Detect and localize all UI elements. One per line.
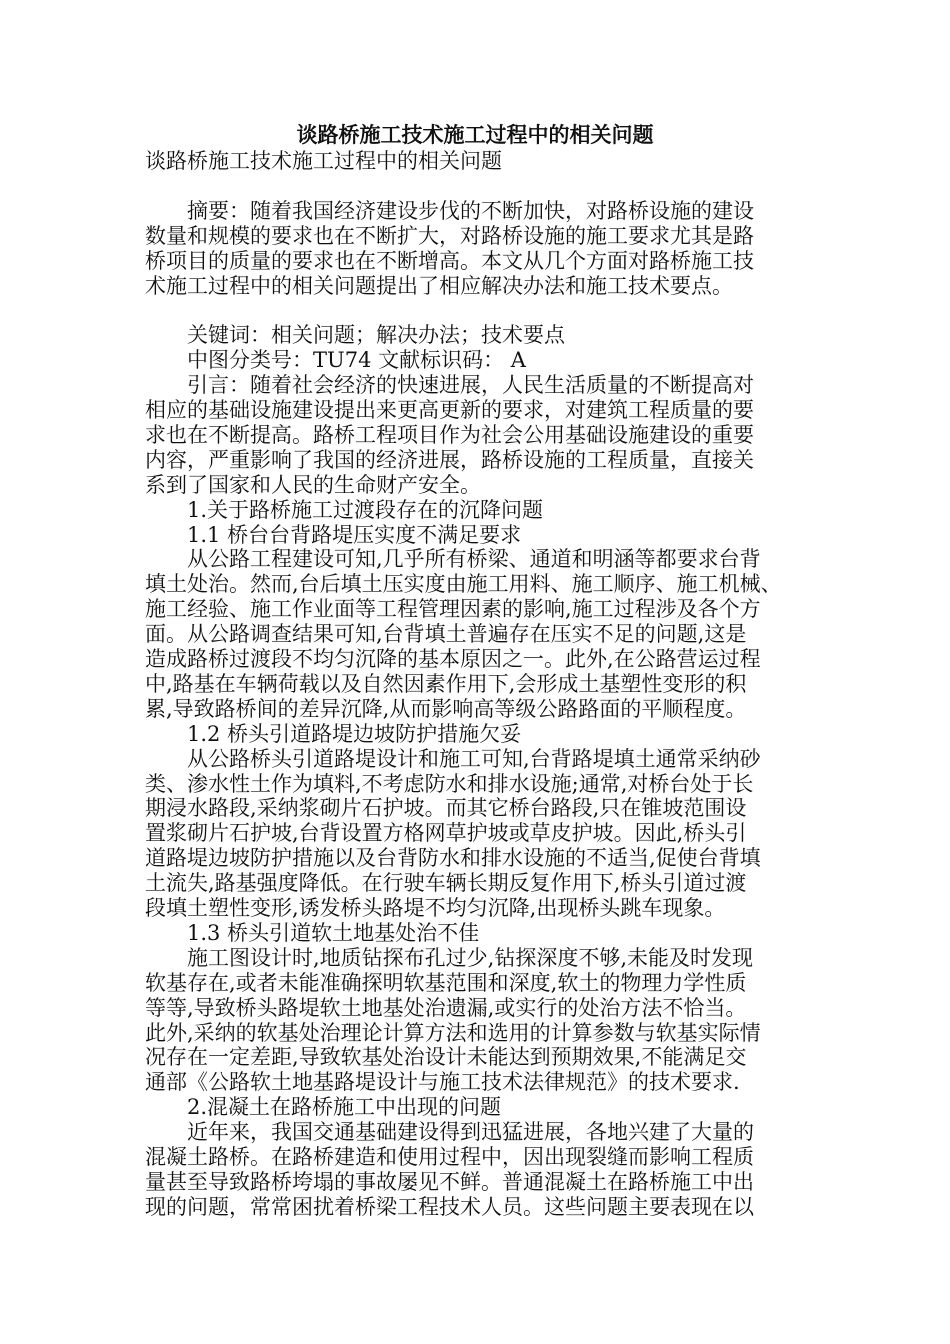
paragraph-line: 求也在不断提高。路桥工程项目作为社会公用基础设施建设的重要 <box>145 422 754 447</box>
paragraph-line: 现的问题，常常困扰着桥梁工程技术人员。这些问题主要表现在以 <box>145 1194 754 1219</box>
paragraph-line: 软基存在,或者未能准确探明软基范围和深度,软土的物理力学性质 <box>145 970 747 995</box>
paragraph-line: 道路堤边坡防护措施以及台背防水和排水设施的不适当,促使台背填 <box>145 846 761 871</box>
paragraph-line: 置浆砌片石护坡,台背设置方格网草护坡或草皮护坡。因此,桥头引 <box>145 821 747 846</box>
paragraph-line: 中图分类号：TU74 文献标识码： A <box>145 348 526 373</box>
paragraph-line: 数量和规模的要求也在不断扩大，对路桥设施的施工要求尤其是路 <box>145 223 754 248</box>
paragraph-line: 谈路桥施工技术施工过程中的相关问题 <box>145 149 502 173</box>
paragraph-line: 通部《公路软土地基路堤设计与施工技术法律规范》的技术要求. <box>145 1070 740 1095</box>
paragraph-line: 混凝土路桥。在路桥建造和使用过程中，因出现裂缝而影响工程质 <box>145 1145 754 1169</box>
paragraph-line: 从公路工程建设可知,几乎所有桥梁、通道和明涵等都要求台背 <box>145 547 761 572</box>
paragraph-line: 引言：随着社会经济的快速进展，人民生活质量的不断提高对 <box>145 373 754 398</box>
paragraph-line: 1.2 桥头引道路堤边坡防护措施欠妥 <box>145 721 522 746</box>
paragraph-line: 1.3 桥头引道软土地基处治不佳 <box>145 920 480 945</box>
paragraph-line: 近年来，我国交通基础建设得到迅猛进展，各地兴建了大量的 <box>145 1120 754 1145</box>
paragraph-line: 摘要：随着我国经济建设步伐的不断加快，对路桥设施的建设 <box>145 198 754 223</box>
paragraph-line: 此外,采纳的软基处治理论计算方法和选用的计算参数与软基实际情 <box>145 1020 761 1045</box>
paragraph-line: 期浸水路段,采纳浆砌片石护坡。而其它桥台路段,只在锥坡范围设 <box>145 796 747 821</box>
document-title: 谈路桥施工技术施工过程中的相关问题 <box>296 122 654 147</box>
paragraph-line: 相应的基础设施建设提出来更高更新的要求，对建筑工程质量的要 <box>145 398 754 422</box>
paragraph-line: 类、渗水性土作为填料,不考虑防水和排水设施;通常,对桥台处于长 <box>145 771 754 796</box>
paragraph-line: 施工经验、施工作业面等工程管理因素的影响,施工过程涉及各个方 <box>145 597 761 622</box>
paragraph-line: 土流失,路基强度降低。在行驶车辆长期反复作用下,桥头引道过渡 <box>145 871 747 896</box>
paragraph-line: 内容，严重影响了我国的经济进展，路桥设施的工程质量，直接关 <box>145 447 754 472</box>
paragraph-line: 量甚至导致路桥垮塌的事故屡见不鲜。普通混凝土在路桥施工中出 <box>145 1169 754 1194</box>
paragraph-line: 段填土塑性变形,诱发桥头路堤不均匀沉降,出现桥头跳车现象。 <box>145 896 726 920</box>
paragraph-line: 等等,导致桥头路堤软土地基处治遗漏,或实行的处治方法不恰当。 <box>145 995 747 1020</box>
paragraph-line: 面。从公路调查结果可知,台背填土普遍存在压实不足的问题,这是 <box>145 622 747 647</box>
paragraph-line: 从公路桥头引道路堤设计和施工可知,台背路堤填土通常采纳砂 <box>145 746 761 771</box>
paragraph-line: 填土处治。然而,台后填土压实度由施工用料、施工顺序、施工机械、 <box>145 572 782 597</box>
paragraph-line: 累,导致路桥间的差异沉降,从而影响高等级公路路面的平顺程度。 <box>145 696 747 721</box>
paragraph-line: 1.关于路桥施工过渡段存在的沉降问题 <box>145 497 544 522</box>
paragraph-line: 中,路基在车辆荷载以及自然因素作用下,会形成土基塑性变形的积 <box>145 671 747 696</box>
paragraph-line: 系到了国家和人民的生命财产安全。 <box>145 472 481 497</box>
paragraph-line: 2.混凝土在路桥施工中出现的问题 <box>145 1095 502 1120</box>
paragraph-line: 造成路桥过渡段不均匀沉降的基本原因之一。此外,在公路营运过程 <box>145 647 761 671</box>
paragraph-line: 况存在一定差距,导致软基处治设计未能达到预期效果,不能满足交 <box>145 1045 747 1070</box>
paragraph-line: 施工图设计时,地质钻探布孔过少,钻探深度不够,未能及时发现 <box>145 945 754 970</box>
paragraph-line: 术施工过程中的相关问题提出了相应解决办法和施工技术要点。 <box>145 273 733 298</box>
paragraph-line: 桥项目的质量的要求也在不断增高。本文从几个方面对路桥施工技 <box>145 248 754 273</box>
paragraph-line: 1.1 桥台台背路堤压实度不满足要求 <box>145 522 522 547</box>
paragraph-line: 关键词：相关问题；解决办法；技术要点 <box>145 323 565 348</box>
